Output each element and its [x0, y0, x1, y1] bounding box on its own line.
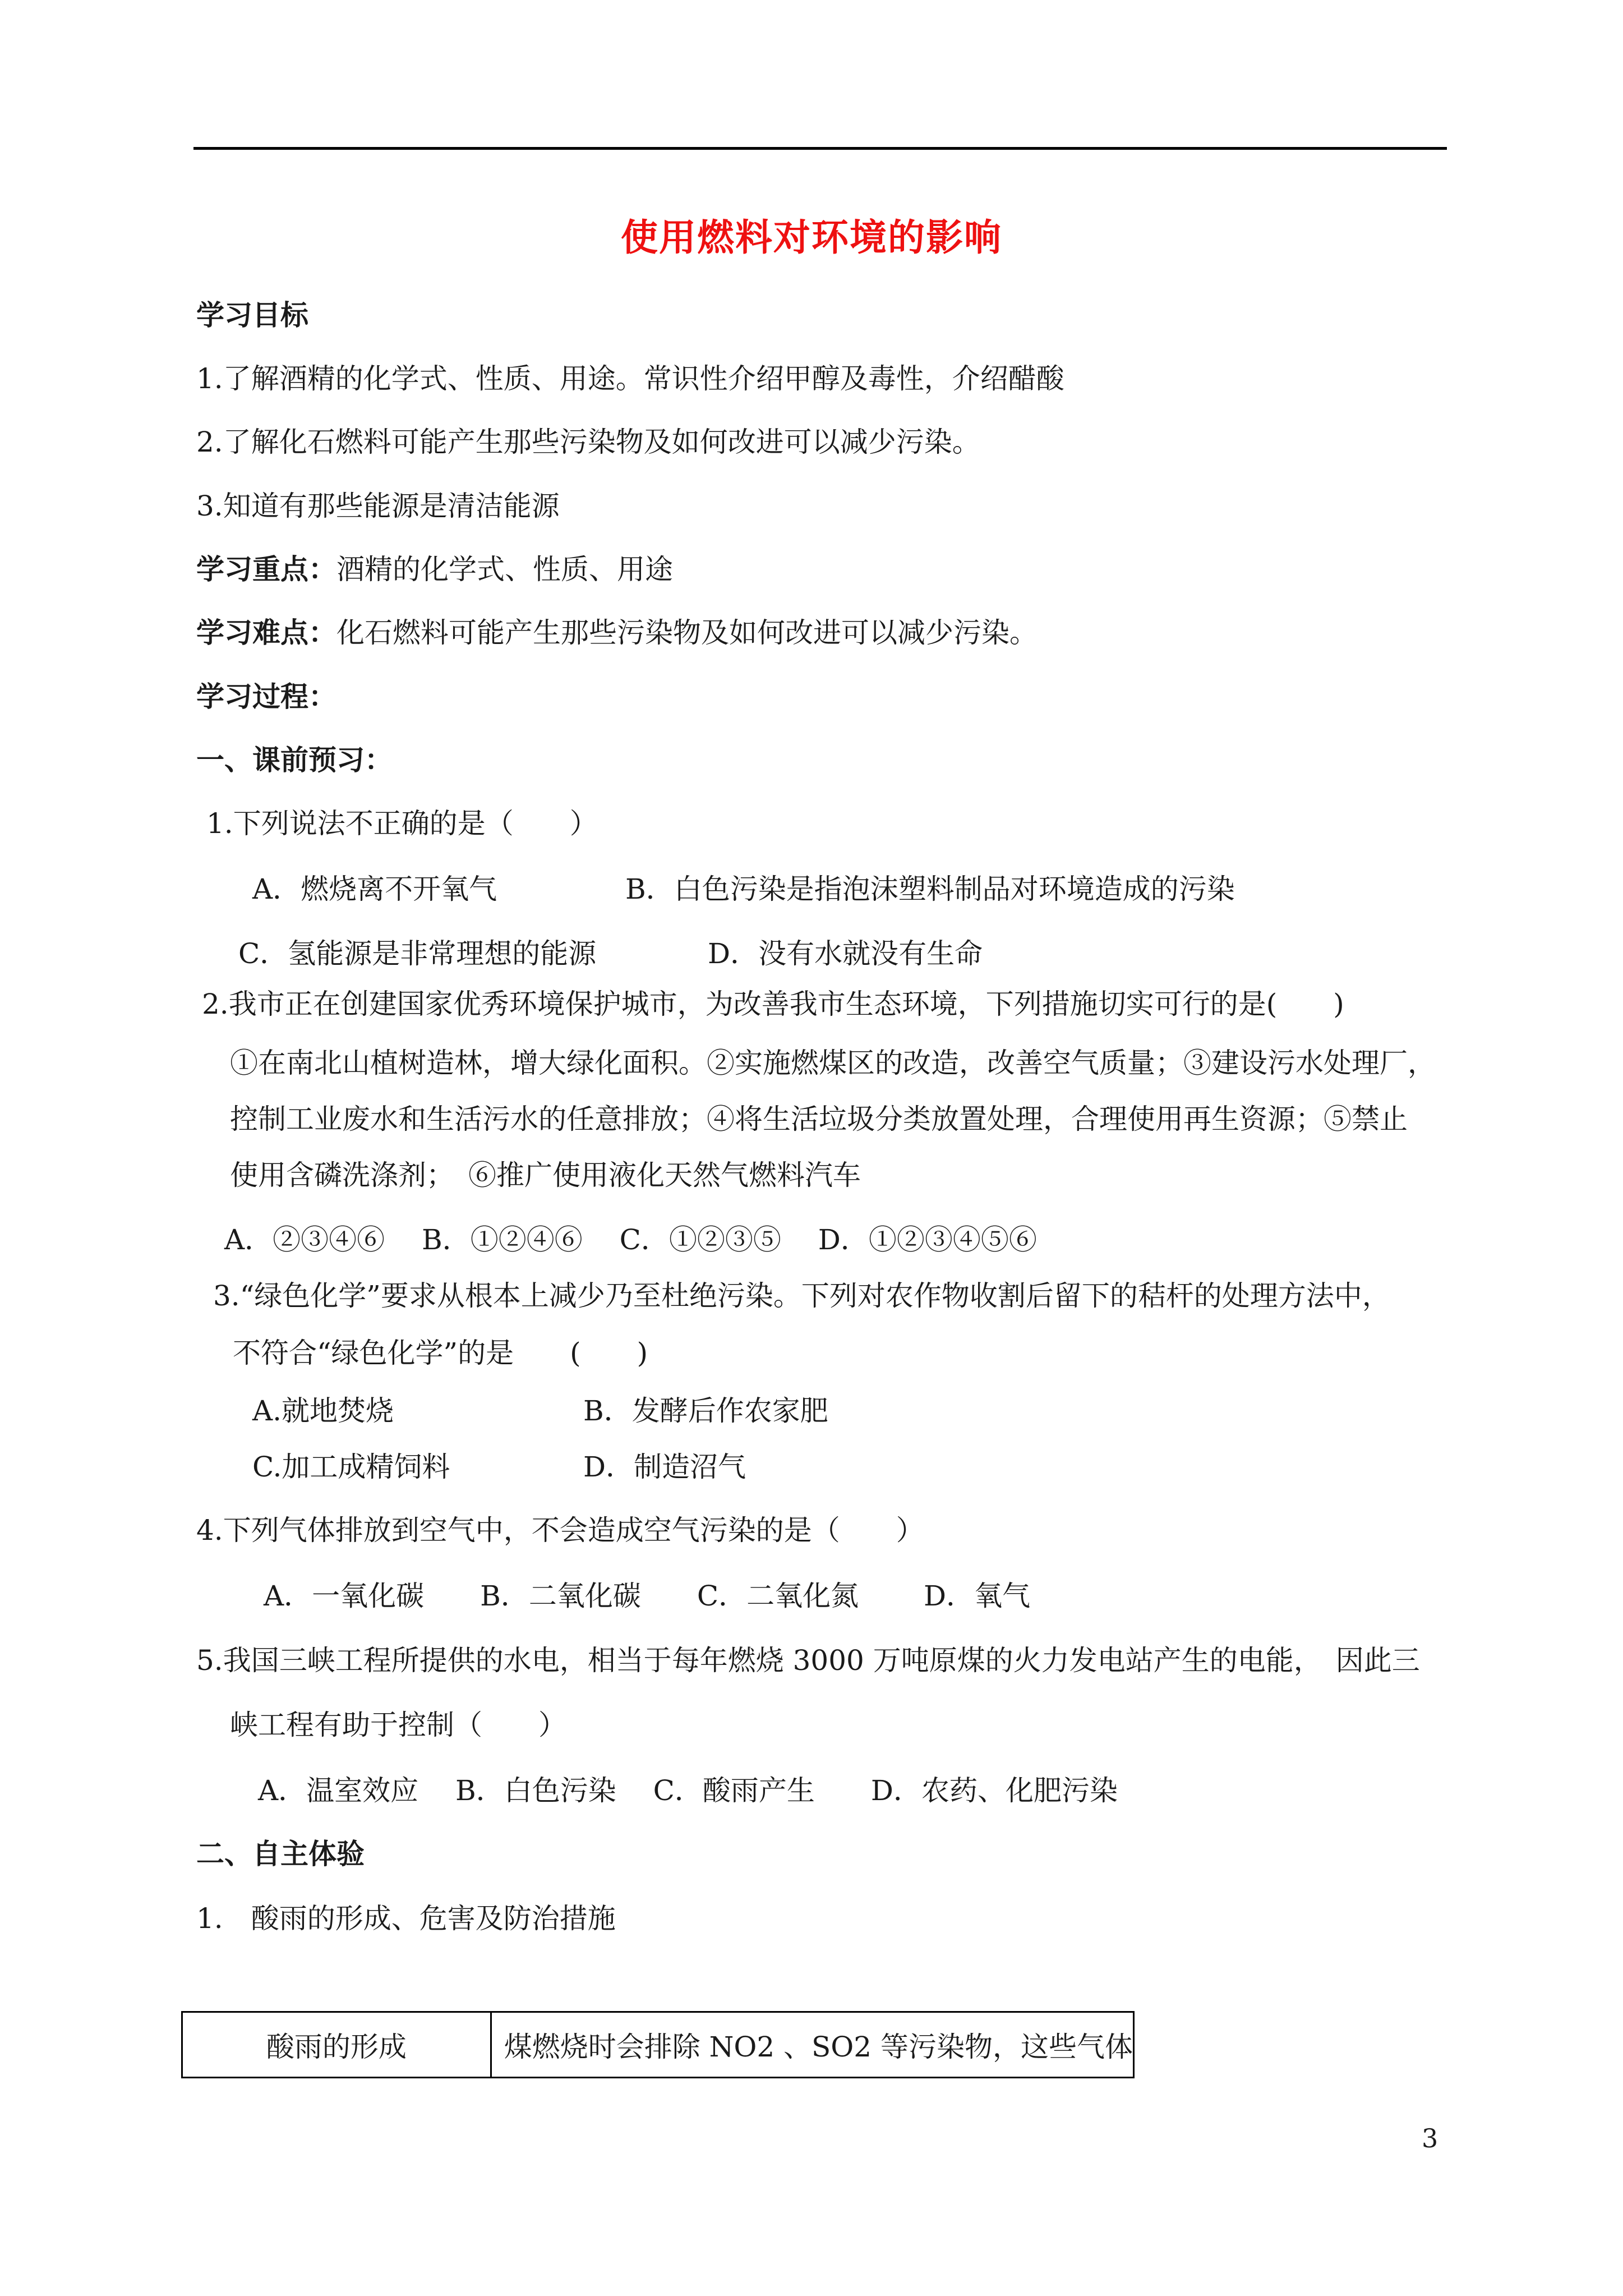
key-point-text: 酒精的化学式、性质、用途 [336, 553, 673, 586]
q1-option-b: B．白色污染是指泡沫塑料制品对环境造成的污染 [625, 873, 1235, 905]
section2-item-1: 1. 酸雨的形成、危害及防治措施 [196, 1902, 616, 1935]
q1-option-d: D．没有水就没有生命 [708, 937, 983, 970]
objective-item-2: 2.了解化石燃料可能产生那些污染物及如何改进可以减少污染。 [196, 426, 980, 458]
q3-option-d: D．制造沼气 [583, 1451, 746, 1483]
key-point-label: 学习重点： [196, 553, 336, 586]
q1-option-c: C．氢能源是非常理想的能源 [238, 937, 597, 970]
q2-line-2: 控制工业废水和生活污水的任意排放；④将生活垃圾分类放置处理，合理使用再生资源；⑤禁止 [230, 1103, 1408, 1135]
table-row-content: 煤燃烧时会排除 NO2 、SO2 等污染物，这些气体 [504, 2031, 1133, 2063]
q2-line-1: ①在南北山植树造林，增大绿化面积。②实施燃煤区的改造，改善空气质量；③建设污水处理厂， [230, 1047, 1436, 1079]
section1-heading: 一、课前预习： [196, 743, 393, 776]
page-title: 使用燃料对环境的影响 [621, 215, 1002, 259]
key-point [196, 553, 673, 586]
header-rule [193, 147, 1447, 150]
q3-option-a: A.就地焚烧 [252, 1395, 394, 1427]
table-row-label: 酸雨的形成 [183, 2013, 492, 2077]
section2-heading: 二、自主体验 [196, 1837, 365, 1870]
difficult-point [196, 616, 1038, 650]
objective-item-1: 1.了解酒精的化学式、性质、用途。常识性介绍甲醇及毒性，介绍醋酸 [196, 362, 1064, 395]
q2-options: A．②③④⑥ B．①②④⑥ C．①②③⑤ D．①②③④⑤⑥ [224, 1223, 1037, 1256]
difficult-point-text: 化石燃料可能产生那些污染物及如何改进可以减少污染。 [336, 616, 1038, 649]
acid-rain-table [181, 2011, 1135, 2078]
q5-stem-2: 峡工程有助于控制（ ） [230, 1709, 566, 1741]
q3-stem-2: 不符合“绿色化学”的是 ( ) [233, 1337, 648, 1369]
objective-item-3: 3.知道有那些能源是清洁能源 [196, 490, 560, 522]
q3-stem-1: 3.“绿色化学”要求从根本上减少乃至杜绝污染。下列对农作物收割后留下的秸杆的处理方法中， [213, 1280, 1390, 1312]
q2-line-3: 使用含磷洗涤剂； ⑥推广使用液化天然气燃料汽车 [230, 1159, 861, 1191]
objectives-heading: 学习目标 [196, 298, 308, 332]
q3-option-b: B．发酵后作农家肥 [583, 1395, 828, 1427]
q1-option-a: A．燃烧离不开氧气 [252, 873, 497, 905]
q4-stem: 4.下列气体排放到空气中，不会造成空气污染的是（ ） [196, 1514, 924, 1547]
q2-stem: 2.我市正在创建国家优秀环境保护城市，为改善我市生态环境，下列措施切实可行的是( ) [202, 988, 1344, 1020]
q5-options: A．温室效应 B．白色污染 C．酸雨产生 D．农药、化肥污染 [258, 1774, 1118, 1807]
q5-stem-1: 5.我国三峡工程所提供的水电，相当于每年燃烧 3000 万吨原煤的火力发电站产生的电能， 因此三 [196, 1644, 1420, 1677]
process-heading: 学习过程： [196, 680, 336, 713]
difficult-point-label: 学习难点： [196, 616, 336, 649]
q1-stem: 1.下列说法不正确的是（ ） [206, 807, 598, 840]
q3-option-c: C.加工成精饲料 [252, 1451, 450, 1483]
page-number: 3 [1422, 2123, 1438, 2154]
q4-options: A．一氧化碳 B．二氧化碳 C．二氧化氮 D．氧气 [264, 1580, 1031, 1612]
